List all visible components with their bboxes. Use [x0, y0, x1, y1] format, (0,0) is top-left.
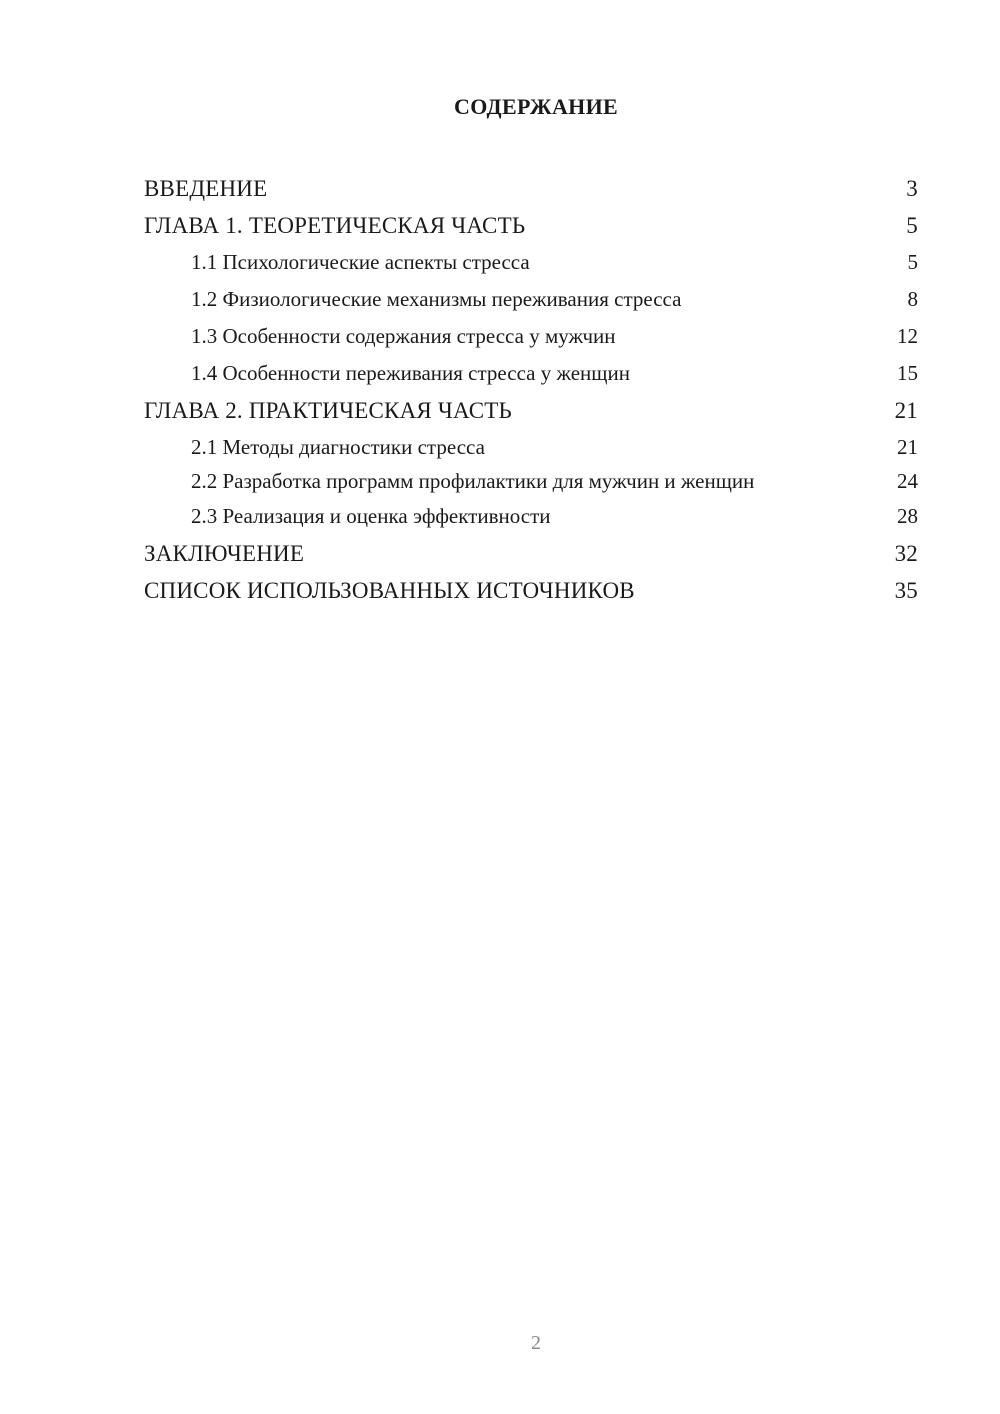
toc-entry-page: 28	[897, 504, 918, 528]
toc-entry-page: 21	[897, 435, 918, 459]
toc-entry-section-2-3[interactable]	[144, 498, 918, 535]
toc-entry-page: 8	[907, 287, 918, 311]
toc-entry-section-1-1[interactable]	[144, 244, 918, 281]
toc-entry-label: 2.1 Методы диагностики стресса	[191, 435, 485, 459]
toc-entry-label: 1.3 Особенности содержания стресса у мужчин	[191, 324, 616, 348]
toc-entry-section-1-4[interactable]	[144, 355, 918, 392]
toc-entry-section-1-3[interactable]	[144, 318, 918, 355]
toc-entry-page: 21	[894, 398, 918, 423]
toc-entry-label: ГЛАВА 2. ПРАКТИЧЕСКАЯ ЧАСТЬ	[144, 398, 512, 423]
toc-entry-label: 2.3 Реализация и оценка эффективности	[191, 504, 551, 528]
toc-entry-label: 1.2 Физиологические механизмы переживания стресса	[191, 287, 682, 311]
toc-entry-section-1-2[interactable]	[144, 281, 918, 318]
toc-entry-page: 24	[897, 469, 918, 493]
toc-entry-label: 1.1 Психологические аспекты стресса	[191, 250, 530, 274]
toc-entry-section-2-1[interactable]	[144, 429, 918, 466]
toc-entry-page: 5	[907, 250, 918, 274]
toc-entry-page: 5	[906, 213, 918, 238]
toc-entry-references[interactable]	[144, 572, 918, 609]
toc-entry-introduction[interactable]	[144, 170, 918, 207]
table-of-contents	[144, 170, 918, 609]
toc-entry-page: 35	[894, 578, 918, 603]
toc-title: СОДЕРЖАНИЕ	[454, 94, 618, 119]
toc-entry-label: ВВЕДЕНИЕ	[144, 176, 268, 201]
toc-entry-label: ГЛАВА 1. ТЕОРЕТИЧЕСКАЯ ЧАСТЬ	[144, 213, 526, 238]
toc-entry-page: 3	[906, 176, 918, 201]
toc-entry-label: 2.2 Разработка программ профилактики для мужчин и женщин	[191, 469, 755, 493]
toc-entry-chapter-1[interactable]	[144, 207, 918, 244]
toc-entry-label: 1.4 Особенности переживания стресса у женщин	[191, 361, 630, 385]
toc-entry-conclusion[interactable]	[144, 535, 918, 572]
toc-entry-label: ЗАКЛЮЧЕНИЕ	[144, 541, 305, 566]
toc-entry-page: 32	[894, 541, 918, 566]
toc-entry-label: СПИСОК ИСПОЛЬЗОВАННЫХ ИСТОЧНИКОВ	[144, 578, 635, 603]
toc-entry-section-2-2[interactable]	[144, 466, 918, 498]
page-number: 2	[531, 1332, 541, 1354]
toc-entry-chapter-2[interactable]	[144, 392, 918, 429]
toc-entry-page: 12	[897, 324, 918, 348]
toc-entry-page: 15	[897, 361, 918, 385]
